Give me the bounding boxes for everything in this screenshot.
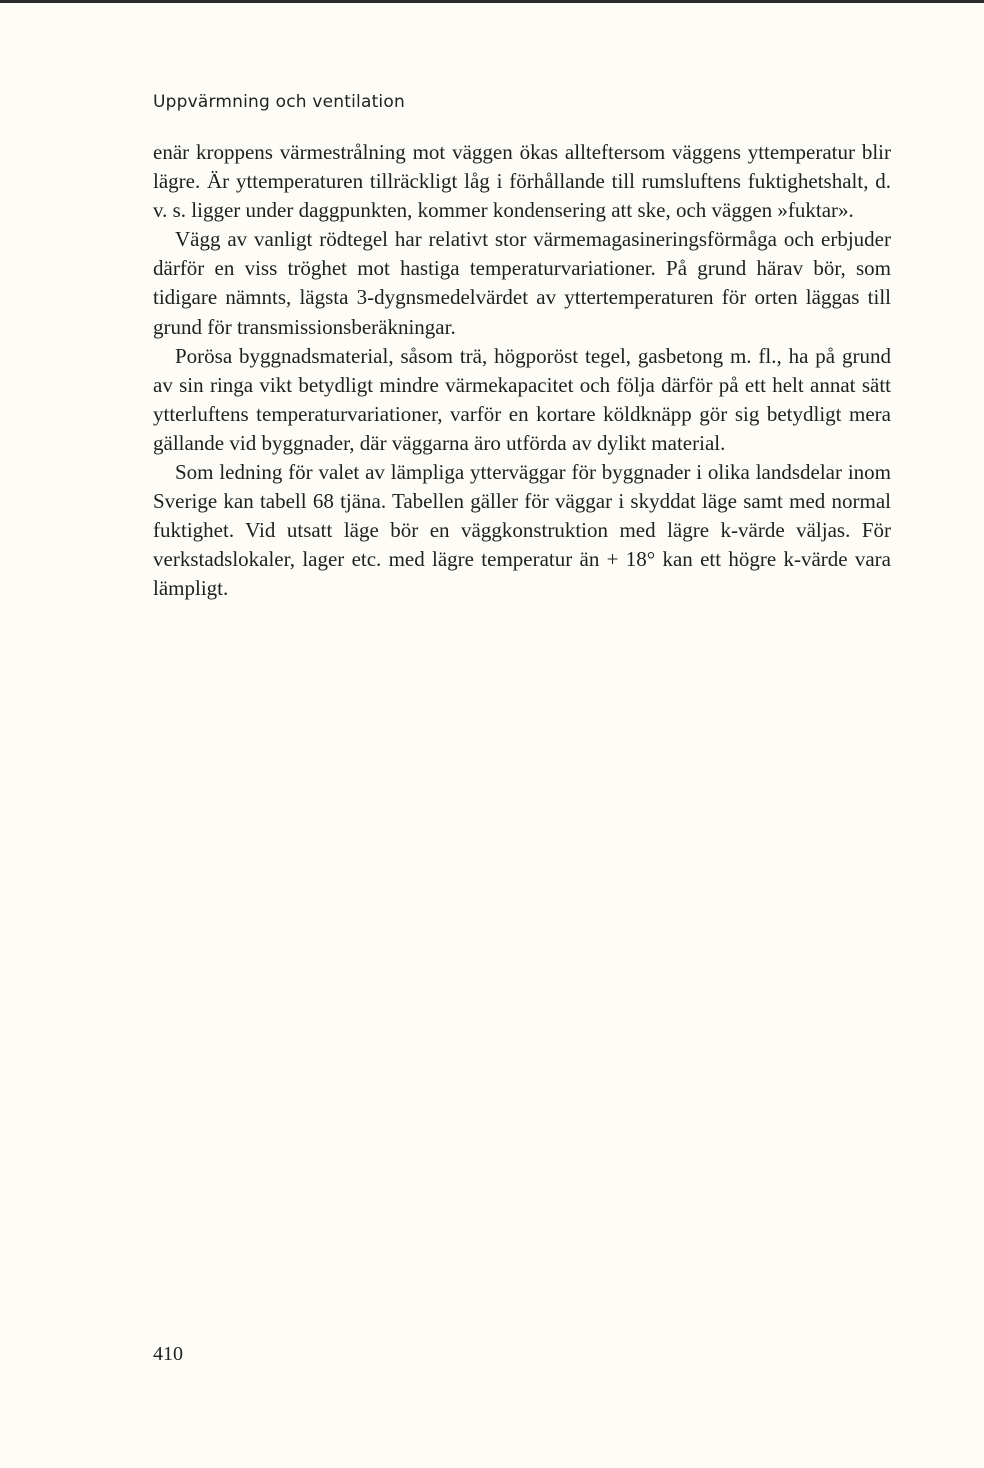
paragraph-3: Porösa byggnadsmaterial, såsom trä, högporöst tegel, gasbetong m. fl., ha på grund av sin ringa vikt betydligt mindre värmekapacitet och följa därför på ett helt annat sätt ytterluftens temperaturvariationer, varför en kortare köldknäpp gör sig betydligt mera gällande vid byggnader, där väggarna äro utförda av dylikt material.	[153, 343, 891, 455]
paragraph-4: Som ledning för valet av lämpliga ytterväggar för byggnader i olika landsdelar inom Sverige kan tabell 68 tjäna. Tabellen gäller för väggar i skyddat läge samt med normal fuktighet. Vid utsatt läge bör en väggkonstruktion med lägre k-värde väljas. För verkstadslokaler, lager etc. med lägre temperatur än + 18° kan ett högre k-värde vara lämpligt.	[153, 460, 891, 601]
body-text	[153, 138, 891, 604]
paragraph-1: enär kroppens värmestrålning mot väggen ökas allteftersom väggens yttemperatur blir lägre. Är yttemperaturen tillräckligt låg i förhållande till rumsluftens fuktighetshalt, d. v. s. ligger under daggpunkten, kommer kondensering att ske, och väggen »fuktar».	[153, 140, 891, 223]
top-border-line	[0, 0, 984, 3]
page-number: 410	[153, 1343, 183, 1365]
running-header: Uppvärmning och ventilation	[153, 92, 405, 112]
paragraph-2: Vägg av vanligt rödtegel har relativt stor värmemagasineringsförmåga och erbjuder därför en viss tröghet mot hastiga temperaturvariationer. På grund härav bör, som tidigare nämnts, lägsta 3-dygnsmedelvärdet av yttertemperaturen för orten läggas till grund för transmissionsberäkningar.	[153, 227, 891, 339]
